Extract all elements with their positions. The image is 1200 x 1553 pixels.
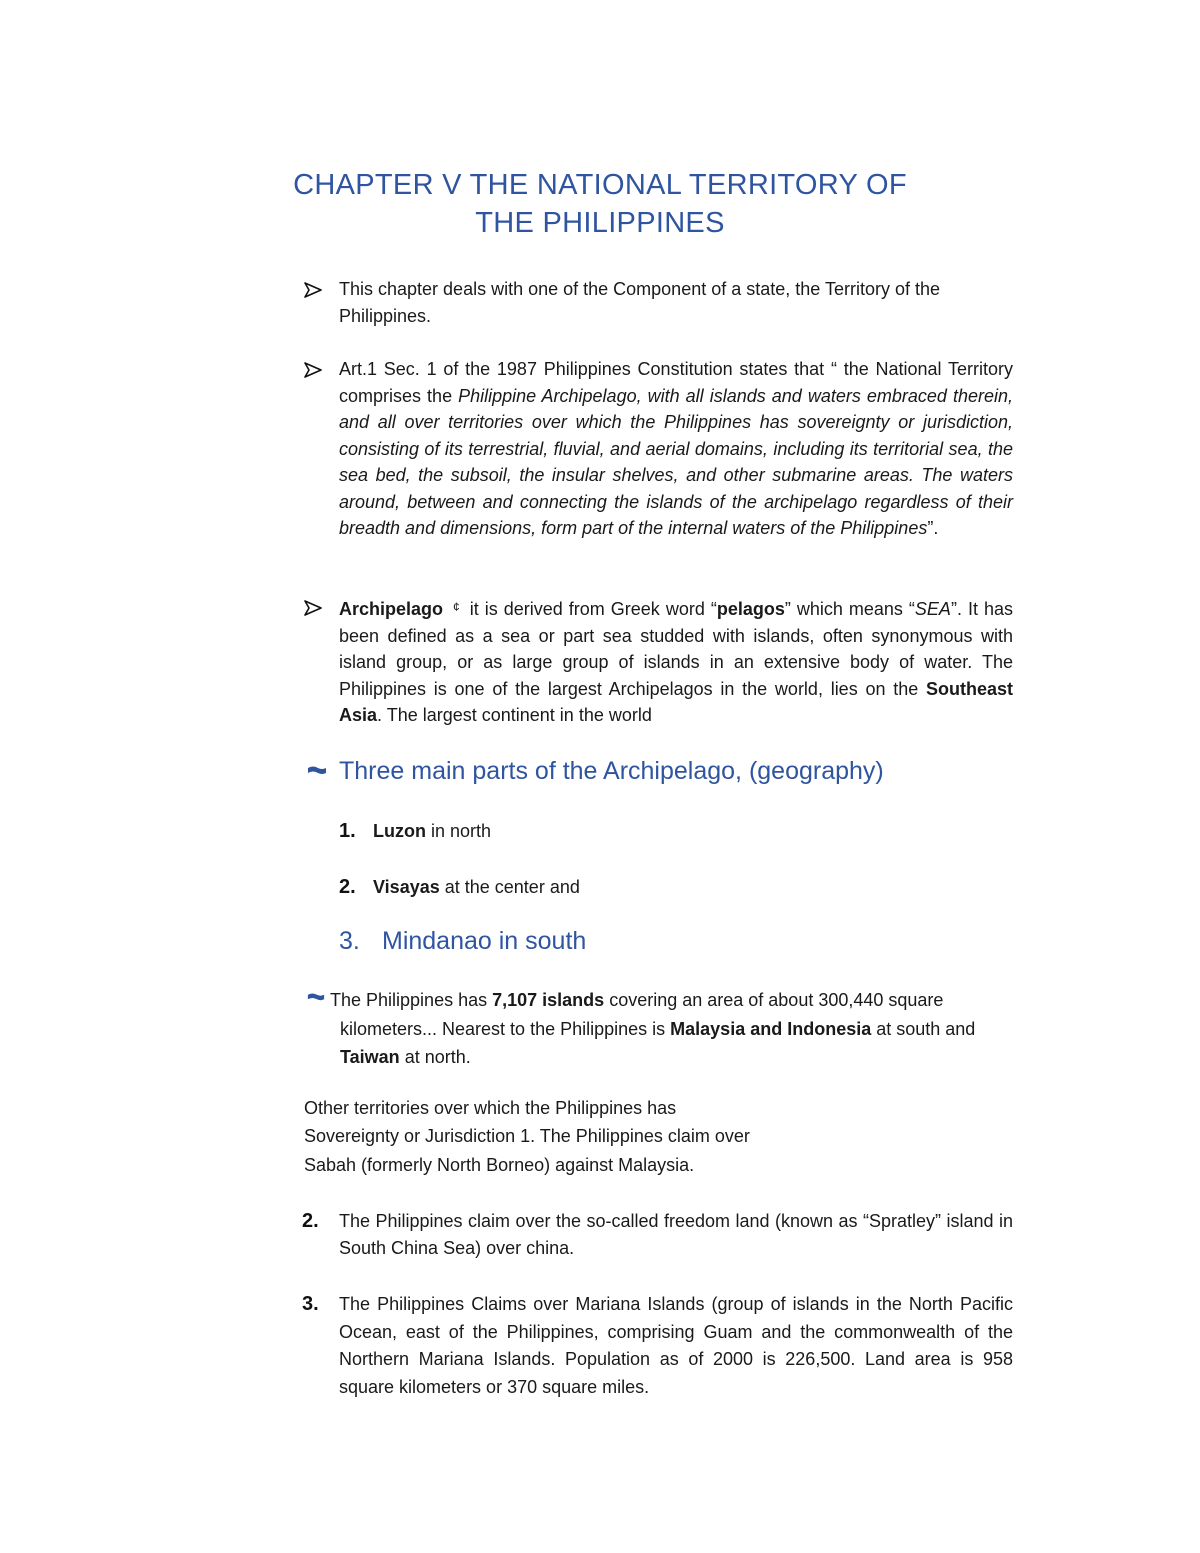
bullet-paragraph-3 [339, 594, 1013, 729]
part-name: Luzon [373, 821, 426, 841]
list-number: 2. [302, 1210, 319, 1232]
chapter-title-line-2: THE PHILIPPINES [475, 207, 725, 239]
islands-paragraph [330, 986, 1010, 1072]
north-neighbor: Taiwan [340, 1047, 400, 1067]
small-mark-icon: ¢ [453, 600, 460, 614]
part-name: Visayas [373, 877, 440, 897]
bullet-paragraph-1 [339, 276, 1013, 329]
claim-mariana [339, 1291, 1013, 1401]
constitution-intro: Art.1 Sec. 1 of the 1987 Philippines Constitution states that “ the National Territory comprises the [339, 359, 1013, 406]
claim-spratley [339, 1208, 1013, 1261]
other-territories-line-3: Sabah (formerly North Borneo) against Malaysia. [304, 1155, 695, 1175]
islands-text-4: at north. [399, 1047, 471, 1067]
flag-marker-icon [307, 765, 327, 777]
part-desc: at the center and [439, 877, 580, 897]
island-count: 7,107 islands [492, 990, 605, 1010]
bullet-1-text: This chapter deals with one of the Component of a state, the Territory of the Philippines. [339, 279, 941, 326]
islands-text-1: The Philippines has [330, 990, 493, 1010]
archipelago-text-3: ”. It has been defined as a sea or part sea studded with islands, often synonymous with island group, or as large group of islands in an extensive body of water. The Philippines is one of the largest Archipelagos in the world, lies on the [339, 599, 1013, 699]
archipelago-text-4: . The largest continent in the world [377, 705, 652, 725]
greek-word: pelagos [716, 599, 785, 619]
list-number: 1. [339, 820, 356, 842]
sea-word: SEA [914, 599, 951, 619]
archipelago-term: Archipelago [339, 599, 444, 619]
section-heading: Three main parts of the Archipelago, (geography) [339, 757, 884, 785]
region-name: Southeast Asia [339, 678, 1013, 725]
claim-text: The Philippines claim over the so-called freedom land (known as “Spratley” island in South China Sea) over china. [339, 1211, 1013, 1258]
south-neighbors: Malaysia and Indonesia [670, 1018, 872, 1039]
bullet-paragraph-2 [339, 356, 1013, 542]
constitution-end: ”. [927, 518, 939, 538]
list-number: 3. [339, 927, 360, 955]
chapter-title-line-1: CHAPTER V THE NATIONAL TERRITORY OF [293, 169, 907, 201]
list-item-visayas [373, 874, 580, 900]
flag-marker-icon [307, 992, 325, 1003]
claim-text: The Philippines Claims over Mariana Islands (group of islands in the North Pacific Ocean, east of the Philippines, comprising Guam and the commonwealth of the Northern Mariana Islands. Population as of 2000 is 226,500. Land area is 958 square kilometers or 370 square miles. [339, 1294, 1013, 1397]
other-territories-line-2: Sovereignty or Jurisdiction 1. The Philippines claim over [304, 1126, 750, 1146]
list-number: 3. [302, 1293, 319, 1315]
archipelago-text-2: ” which means “ [784, 599, 915, 619]
arrow-bullet-icon [304, 282, 322, 298]
islands-text-3: at south and [871, 1018, 976, 1039]
archipelago-text-1: it is derived from Greek word “ [463, 599, 717, 619]
list-item-mindanao: Mindanao in south [382, 927, 587, 955]
arrow-bullet-icon [304, 362, 322, 378]
list-number: 2. [339, 876, 356, 898]
other-territories-line-1: Other territories over which the Philippines has [304, 1098, 677, 1118]
constitution-quote: Philippine Archipelago, with all islands and waters embraced therein, and all over territories over which the Philippines has sovereignty or jurisdiction, consisting of its terrestrial, fluvial, and aerial domains, including its territorial sea, the sea bed, the subsoil, the insular shelves, and other submarine areas. The waters around, between and connecting the islands of the archipelago regardless of their breadth and dimensions, form part of the internal waters of the Philippines [339, 385, 1013, 538]
part-desc: in north [425, 821, 492, 841]
islands-text-2: covering an area of about 300,440 square kilometers... Nearest to the Philippines is [340, 990, 944, 1039]
arrow-bullet-icon [304, 600, 322, 616]
list-item-luzon [373, 818, 491, 844]
